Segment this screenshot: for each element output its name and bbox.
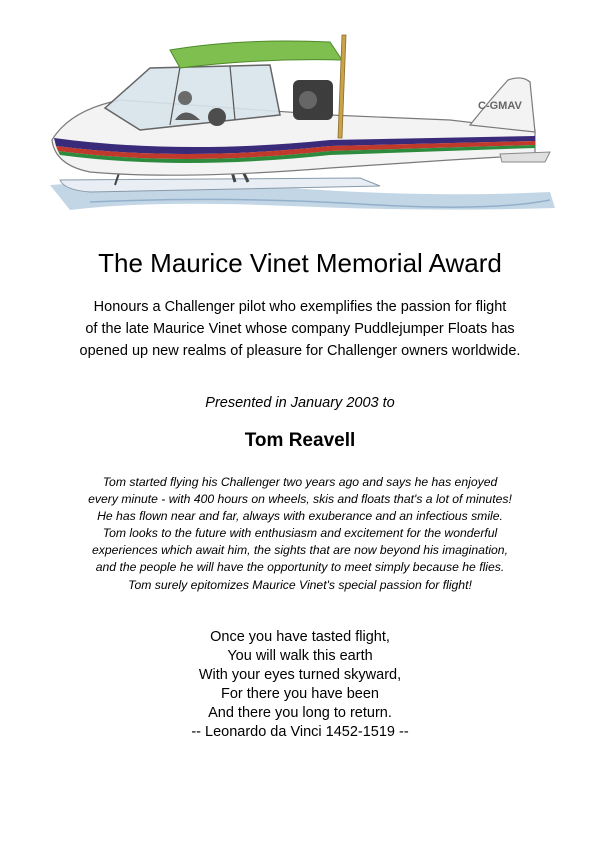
citation-text [40,474,560,594]
intro-line: opened up new realms of pleasure for Challenger owners worldwide. [79,343,521,359]
award-title: The Maurice Vinet Memorial Award [98,248,502,278]
presented-line: Presented in January 2003 to [205,395,395,411]
poem-line: For there you have been [221,686,379,702]
registration-label: C-GMAV [478,100,522,112]
citation-line: Tom surely epitomizes Maurice Vinet's special passion for flight! [128,577,472,592]
citation-line: experiences which await him, the sights that are now beyond his imagination, [92,543,508,558]
recipient-name: Tom Reavell [244,430,356,451]
pilot-figure [178,91,192,105]
poem-line: With your eyes turned skyward, [198,667,402,683]
intro-line: of the late Maurice Vinet whose company Puddlejumper Floats has [85,321,515,337]
intro-line: Honours a Challenger pilot who exemplifies the passion for flight [93,299,507,315]
poem-line: Once you have tasted flight, [210,629,390,645]
citation-line: Tom looks to the future with enthusiasm and excitement for the wonderful [102,526,498,541]
citation-line: He has flown near and far, always with exuberance and an infectious smile. [97,509,503,524]
citation-line: and the people he will have the opportunity to meet simply because he flies. [95,560,505,575]
citation-line: Tom started flying his Challenger two years ago and says he has enjoyed [102,475,498,489]
poem-attribution: -- Leonardo da Vinci 1452-1519 -- [191,724,409,740]
poem-line: And there you long to return. [208,705,392,721]
poem-line: You will walk this earth [227,648,373,664]
floatplane-illustration [30,20,570,230]
green-wing [170,41,342,68]
citation-line: every minute - with 400 hours on wheels, skis and floats that's a lot of minutes! [88,492,512,507]
passenger-figure [208,108,226,126]
poem-quote [0,628,600,742]
award-intro [40,296,560,362]
